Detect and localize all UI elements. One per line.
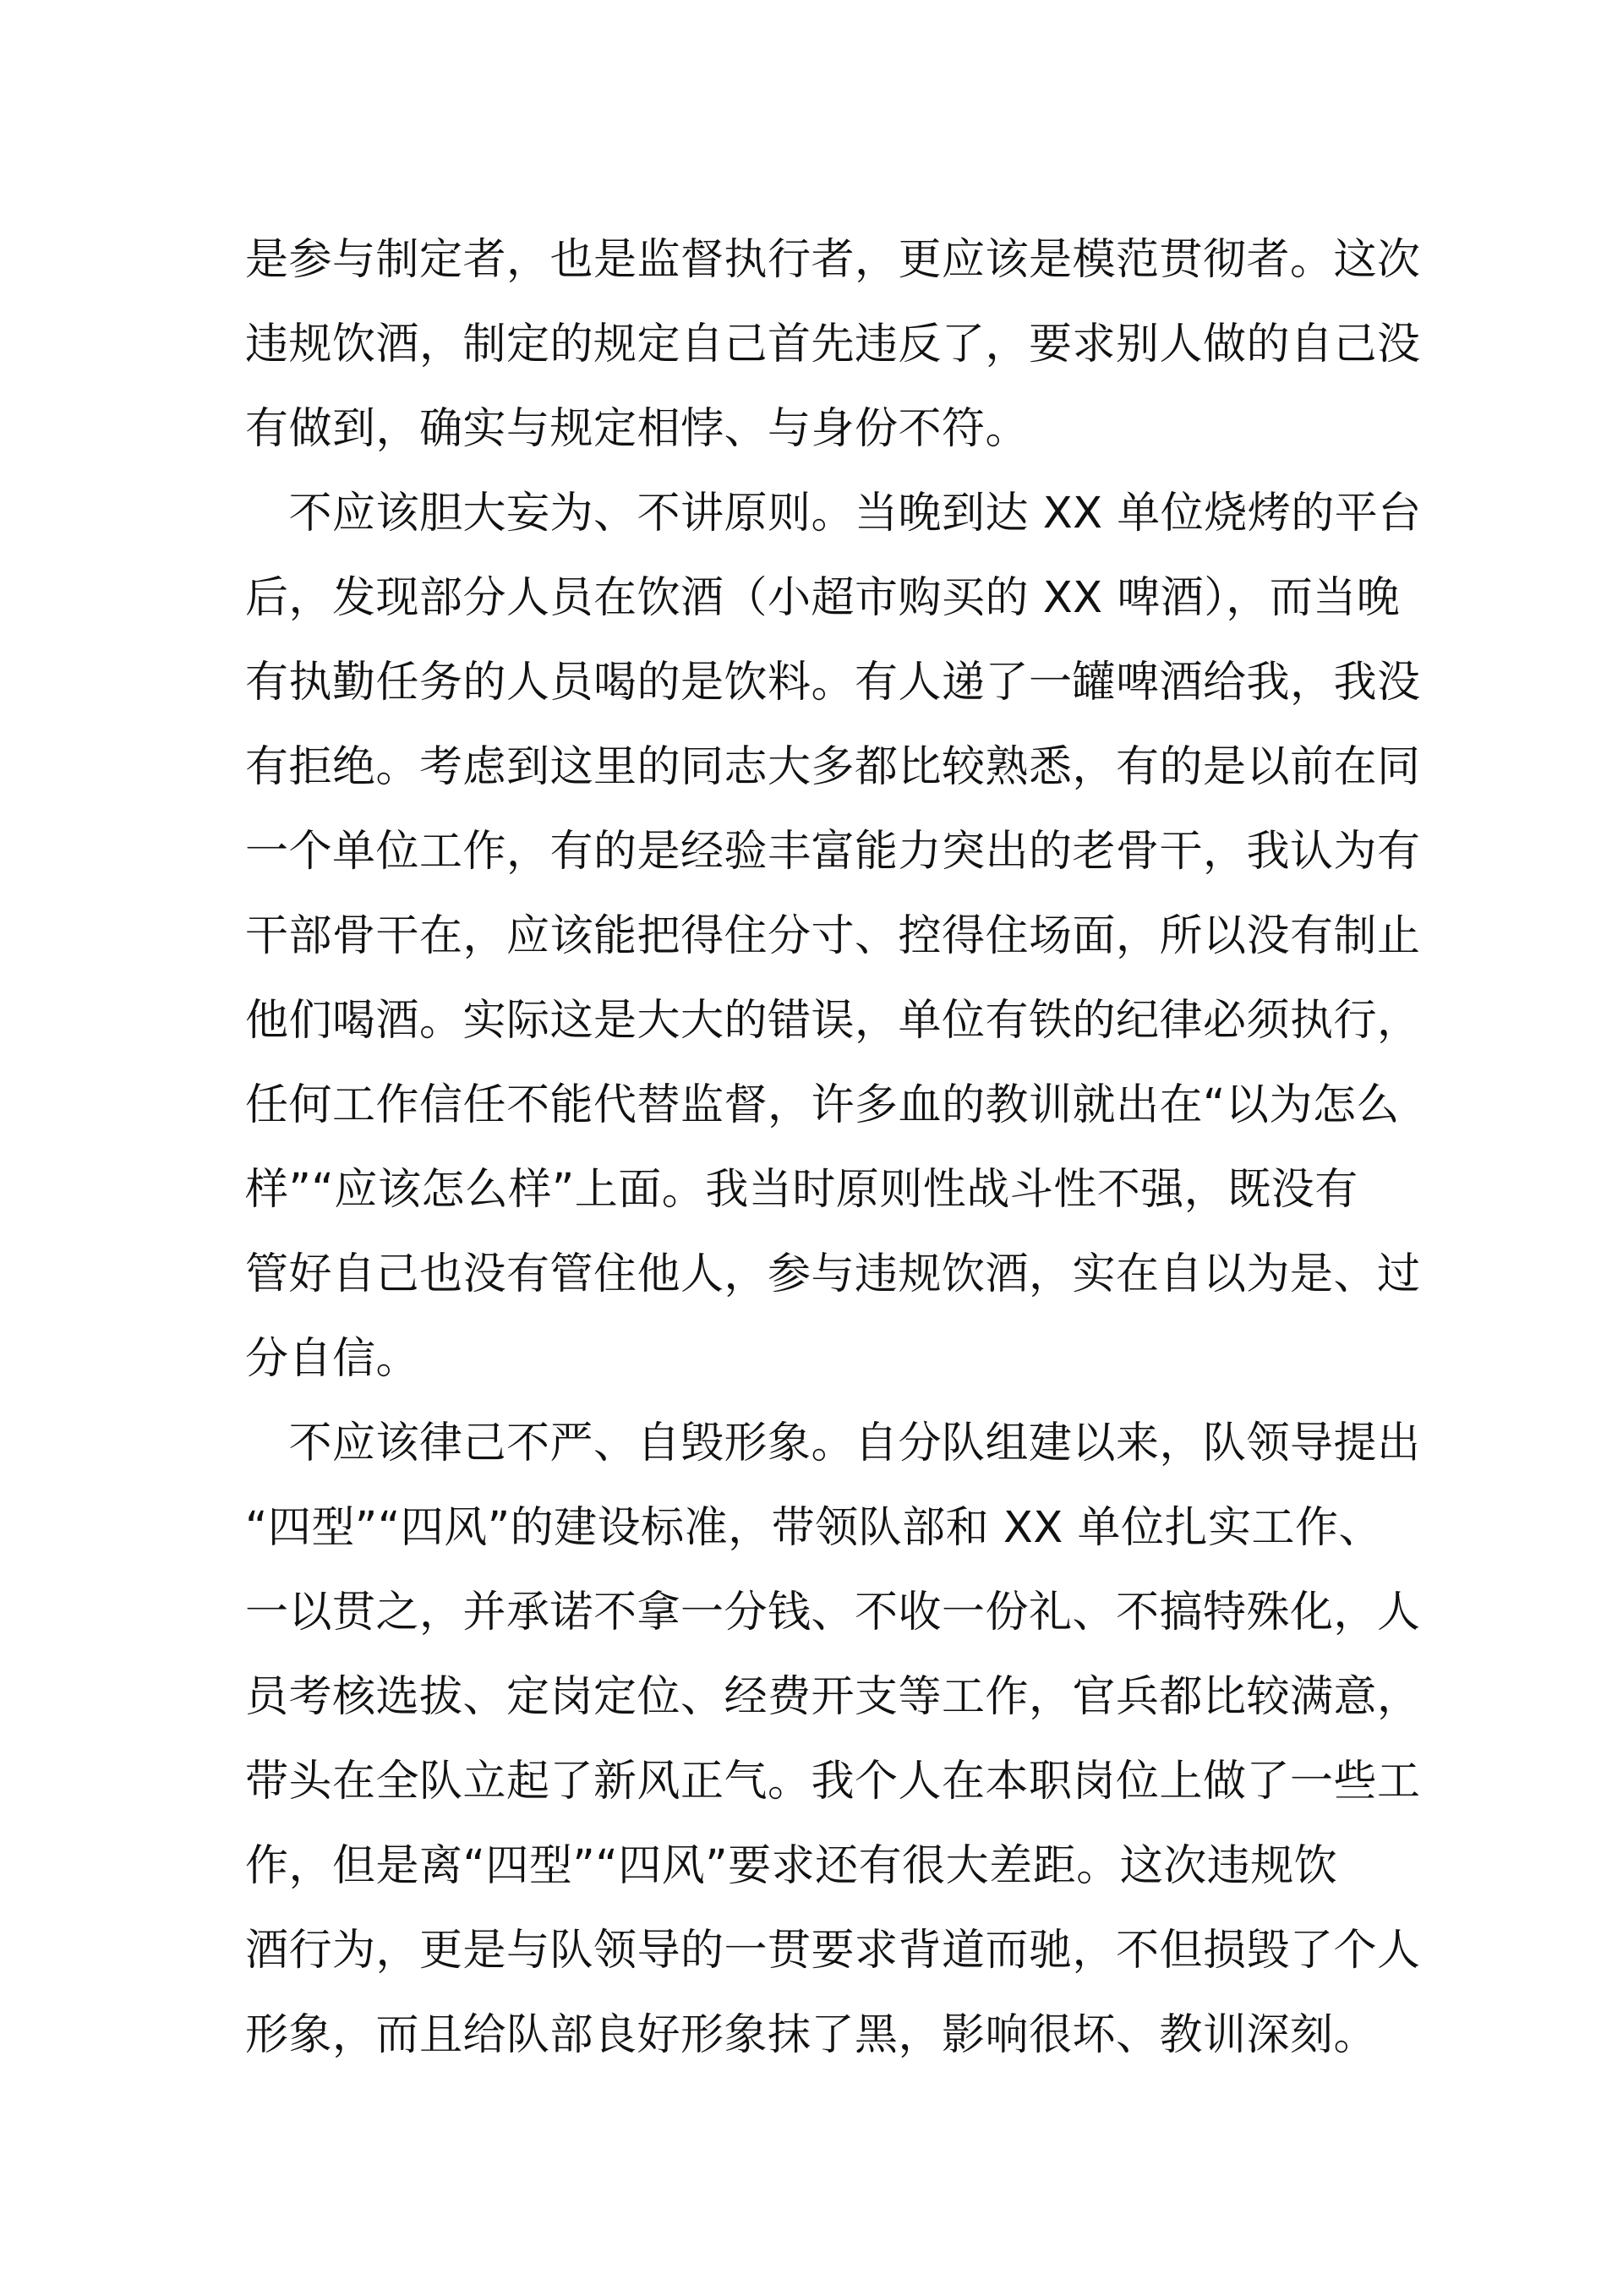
text-line: 一个单位工作，有的是经验丰富能力突出的老骨干，我认为有 xyxy=(245,827,1421,877)
paragraph-3 xyxy=(245,1402,1421,2078)
text-line: 样”“应该怎么样”上面。我当时原则性战斗性不强，既没有 xyxy=(245,1165,1358,1215)
text-line: 干部骨干在，应该能把得住分寸、控得住场面，所以没有制止 xyxy=(245,911,1421,961)
paragraph-2 xyxy=(245,472,1422,1402)
paragraph-1 xyxy=(245,218,1421,472)
text-line: 他们喝酒。实际这是大大的错误，单位有铁的纪律必须执行， xyxy=(245,996,1421,1046)
text-line: 分自信。 xyxy=(245,1334,420,1384)
body-text xyxy=(245,218,1422,2078)
text-line: 是参与制定者，也是监督执行者，更应该是模范贯彻者。这次 xyxy=(245,235,1421,285)
text-line: “四型”“四风”的建设标准，带领队部和 XX 单位扎实工作、 xyxy=(245,1503,1382,1553)
text-line: 任何工作信任不能代替监督，许多血的教训就出在“以为怎么 xyxy=(245,1080,1400,1130)
text-line: 员考核选拔、定岗定位、经费开支等工作，官兵都比较满意， xyxy=(245,1672,1421,1722)
text-line: 不应该胆大妄为、不讲原则。当晚到达 XX 单位烧烤的平台 xyxy=(245,489,1422,538)
text-line: 带头在全队立起了新风正气。我个人在本职岗位上做了一些工 xyxy=(245,1757,1421,1807)
text-line: 一以贯之，并承诺不拿一分钱、不收一份礼、不搞特殊化，人 xyxy=(245,1588,1421,1637)
text-line: 管好自己也没有管住他人，参与违规饮酒，实在自以为是、过 xyxy=(245,1249,1421,1299)
text-line: 酒行为，更是与队领导的一贯要求背道而驰，不但损毁了个人 xyxy=(245,1926,1421,1976)
text-line: 作，但是离“四型”“四风”要求还有很大差距。这次违规饮 xyxy=(245,1841,1338,1891)
text-line: 形象，而且给队部良好形象抹了黑，影响很坏、教训深刻。 xyxy=(245,2010,1378,2060)
text-line: 有执勤任务的人员喝的是饮料。有人递了一罐啤酒给我，我没 xyxy=(245,658,1421,708)
text-line: 违规饮酒，制定的规定自己首先违反了，要求别人做的自己没 xyxy=(245,320,1421,369)
text-line: 不应该律己不严、自毁形象。自分队组建以来，队领导提出 xyxy=(245,1419,1421,1468)
text-line: 后，发现部分人员在饮酒（小超市购买的 XX 啤酒），而当晚 xyxy=(245,573,1401,623)
text-line: 有拒绝。考虑到这里的同志大多都比较熟悉，有的是以前在同 xyxy=(245,742,1421,792)
text-line: 有做到，确实与规定相悖、与身份不符。 xyxy=(245,404,1030,454)
